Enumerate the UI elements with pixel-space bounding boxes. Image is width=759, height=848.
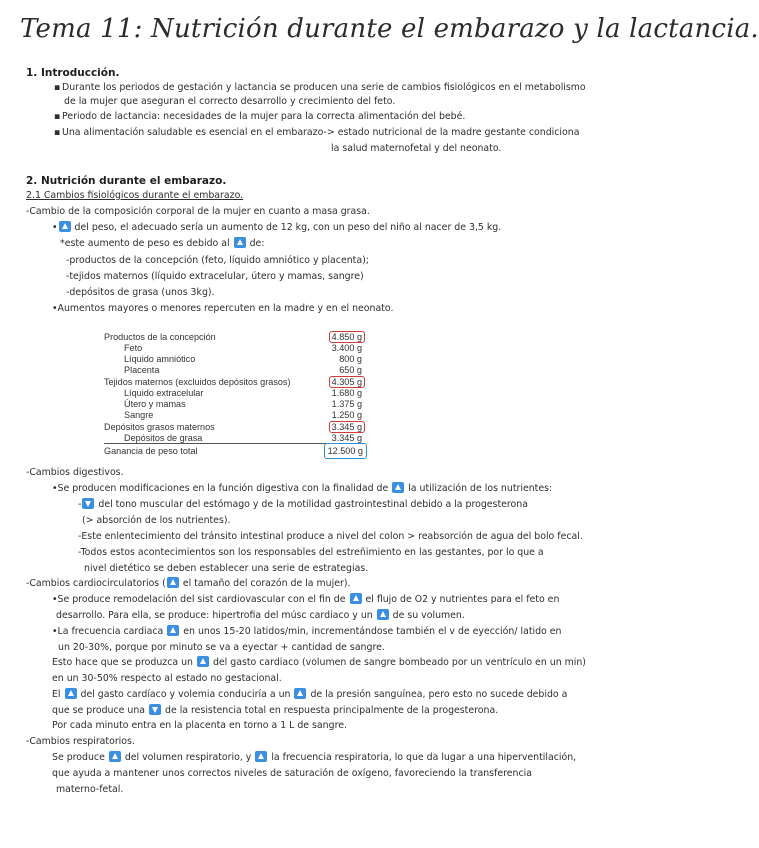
- text: que se produce una: [52, 705, 146, 716]
- arrow-up-icon: [65, 688, 77, 699]
- subsection-heading: 2.1 Cambios fisiológicos durante el embarazo.: [26, 190, 244, 201]
- text-line: •Aumentos mayores o menores repercuten en la madre y en el neonato.: [52, 303, 394, 314]
- text-line: -tejidos maternos (líquido extracelular, útero y mamas, sangre): [66, 271, 364, 282]
- text: del gasto cardíaco y volemia conduciría a un: [80, 689, 291, 700]
- row-label: Líquido extracelular: [124, 388, 204, 398]
- table-row: [104, 422, 364, 433]
- text-line: nivel dietético se deben establecer una serie de estrategias.: [84, 563, 369, 574]
- row-value: 4.305 g: [329, 376, 365, 388]
- arrow-up-icon: [197, 656, 209, 667]
- cardio-heading: [26, 577, 350, 590]
- text-line: Por cada minuto entra en la placenta en torno a 1 L de sangre.: [52, 720, 347, 731]
- text: la frecuencia respiratoria, lo que da lugar a una hiperventilación,: [271, 752, 577, 763]
- text-line: [60, 237, 264, 250]
- text: •Se produce remodelación del sist cardiovascular con el fin de: [52, 594, 346, 605]
- arrow-up-icon: [350, 593, 362, 604]
- arrow-up-icon: [377, 609, 389, 620]
- text: de la presión sanguínea, pero esto no sucede debido a: [310, 689, 568, 700]
- row-value: 1.250 g: [331, 410, 362, 420]
- text-line: [52, 593, 559, 606]
- arrow-up-icon: [392, 482, 404, 493]
- text-line: • del peso, el adecuado sería un aumento de 12 kg, con un peso del niño al nacer de 3,5 kg.: [52, 222, 502, 233]
- table-row: [104, 343, 364, 354]
- text-line: [52, 688, 567, 701]
- row-value: 3.400 g: [331, 343, 362, 353]
- table-row: [104, 332, 364, 343]
- row-value: 12.500 g: [324, 443, 367, 459]
- table-row: [104, 388, 364, 399]
- text: -Cambios cardiocirculatorios (: [26, 578, 166, 589]
- arrow-up-icon: [109, 751, 121, 762]
- text: desarrollo. Para ella, se produce: hipertrofia del músc cardiaco y un: [56, 610, 373, 621]
- arrow-down-icon: [82, 498, 94, 509]
- intro-bullet-3-cont: la salud maternofetal y del neonato.: [331, 143, 502, 154]
- text-line: [78, 498, 528, 511]
- table-row: [104, 410, 364, 421]
- arrow-up-icon: [167, 577, 179, 588]
- arrow-down-icon: [149, 704, 161, 715]
- text: Se produce: [52, 752, 105, 763]
- text: •Se producen modificaciones en la función digestiva con la finalidad de: [52, 483, 389, 494]
- text-line: [52, 625, 561, 638]
- section-heading-pregnancy: 2. Nutrición durante el embarazo.: [26, 175, 227, 187]
- text: de:: [249, 238, 265, 249]
- text: el tamaño del corazón de la mujer).: [182, 578, 351, 589]
- row-label: Depósitos grasos maternos: [104, 422, 215, 432]
- text-line: (> absorción de los nutrientes).: [82, 515, 231, 526]
- page-title: Tema 11: Nutrición durante el embarazo y la lactancia.: [20, 14, 759, 44]
- row-label: Tejidos maternos (excluidos depósitos grasos): [104, 377, 291, 387]
- intro-bullet-2: ▪ Periodo de lactancia: necesidades de la mujer para la correcta alimentación del bebé.: [54, 111, 466, 122]
- text: de la resistencia total en respuesta principalmente de la progesterona.: [165, 705, 499, 716]
- arrow-up-icon: [294, 688, 306, 699]
- text-line: -productos de la concepción (feto, líquido amniótico y placenta);: [66, 255, 369, 266]
- intro-bullet-1-cont: de la mujer que aseguran el correcto desarrollo y crecimiento del feto.: [64, 96, 396, 107]
- text-line: [52, 704, 498, 717]
- text-line: en un 30-50% respecto al estado no gestacional.: [52, 673, 282, 684]
- text-line: -Este enlentecimiento del tránsito intestinal produce a nivel del colon > reabsorción de agua del bolo fecal.: [78, 531, 583, 542]
- text: el flujo de O2 y nutrientes para el feto en: [365, 594, 560, 605]
- intro-bullet-1: ▪ Durante los periodos de gestación y lactancia se producen una serie de cambios fisiológicos en el metabolismo: [54, 82, 586, 93]
- text: del peso, el adecuado sería un aumento de 12 kg, con un peso del niño al nacer de 3,5 kg.: [71, 222, 502, 233]
- text: la utilización de los nutrientes:: [408, 483, 553, 494]
- row-value: 4.850 g: [329, 331, 365, 343]
- arrow-up-icon: [167, 625, 179, 636]
- text: •La frecuencia cardiaca: [52, 626, 164, 637]
- text-line: un 20-30%, porque por minuto se va a eyectar + cantidad de sangre.: [58, 642, 385, 653]
- text-line: [52, 751, 576, 764]
- text-line: -depósitos de grasa (unos 3kg).: [66, 287, 215, 298]
- row-label: Líquido amniótico: [124, 354, 196, 364]
- text-line: [52, 482, 552, 495]
- table-row: [104, 399, 364, 410]
- table-row: [104, 377, 364, 388]
- text: en unos 15-20 latidos/min, incrementándose también el v de eyección/ latido en: [183, 626, 562, 637]
- text-line: [56, 609, 465, 622]
- row-value: 1.680 g: [331, 388, 362, 398]
- text: El: [52, 689, 61, 700]
- text: Una alimentación saludable es esencial en el embarazo-> estado nutricional de la madre gestante condiciona: [62, 127, 580, 138]
- weight-gain-table: [104, 330, 370, 462]
- row-label: Útero y mamas: [124, 399, 186, 409]
- text: Esto hace que se produzca un: [52, 657, 193, 668]
- text: de su volumen.: [392, 610, 465, 621]
- digestive-heading: -Cambios digestivos.: [26, 467, 124, 478]
- row-label: Sangre: [124, 410, 154, 420]
- text: del gasto cardiaco (volumen de sangre bombeado por un ventrículo en un min): [212, 657, 586, 668]
- text: del tono muscular del estómago y de la motilidad gastrointestinal debido a la progesterona: [98, 499, 528, 510]
- table-row-total: [104, 446, 364, 457]
- text: Durante los periodos de gestación y lactancia se producen una serie de cambios fisiológicos en el metabolismo: [62, 82, 586, 93]
- arrow-up-icon: [234, 237, 246, 248]
- row-label: Feto: [124, 343, 143, 353]
- arrow-up-icon: [59, 221, 71, 232]
- table-row: [104, 365, 364, 376]
- row-label: Placenta: [124, 365, 160, 375]
- text-line: -Cambio de la composición corporal de la mujer en cuanto a masa grasa.: [26, 206, 370, 217]
- row-label: Ganancia de peso total: [104, 446, 198, 456]
- row-label: Productos de la concepción: [104, 332, 216, 342]
- arrow-up-icon: [255, 751, 267, 762]
- text: -: [78, 499, 82, 510]
- row-value: 3.345 g: [329, 421, 365, 433]
- table-row: [104, 354, 364, 365]
- text: del volumen respiratorio, y: [124, 752, 252, 763]
- intro-bullet-3: ▪ Una alimentación saludable es esencial en el embarazo-> estado nutricional de la madre gestante condiciona: [54, 127, 580, 138]
- resp-heading: -Cambios respiratorios.: [26, 736, 135, 747]
- text-line: -Todos estos acontecimientos son los responsables del estreñimiento en las gestantes, por lo que a: [78, 547, 544, 558]
- row-value: 3.345 g: [331, 433, 362, 443]
- row-value: 800 g: [339, 354, 362, 364]
- text: *este aumento de peso es debido al: [60, 238, 230, 249]
- text-line: [52, 656, 586, 669]
- text-line: materno-fetal.: [56, 784, 124, 795]
- text: Periodo de lactancia: necesidades de la mujer para la correcta alimentación del bebé.: [62, 111, 466, 122]
- row-value: 1.375 g: [331, 399, 362, 409]
- section-heading-intro: 1. Introducción.: [26, 67, 120, 79]
- text-line: que ayuda a mantener unos correctos niveles de saturación de oxígeno, favoreciendo la transferencia: [52, 768, 532, 779]
- row-label: Depósitos de grasa: [124, 433, 203, 443]
- row-value: 650 g: [339, 365, 362, 375]
